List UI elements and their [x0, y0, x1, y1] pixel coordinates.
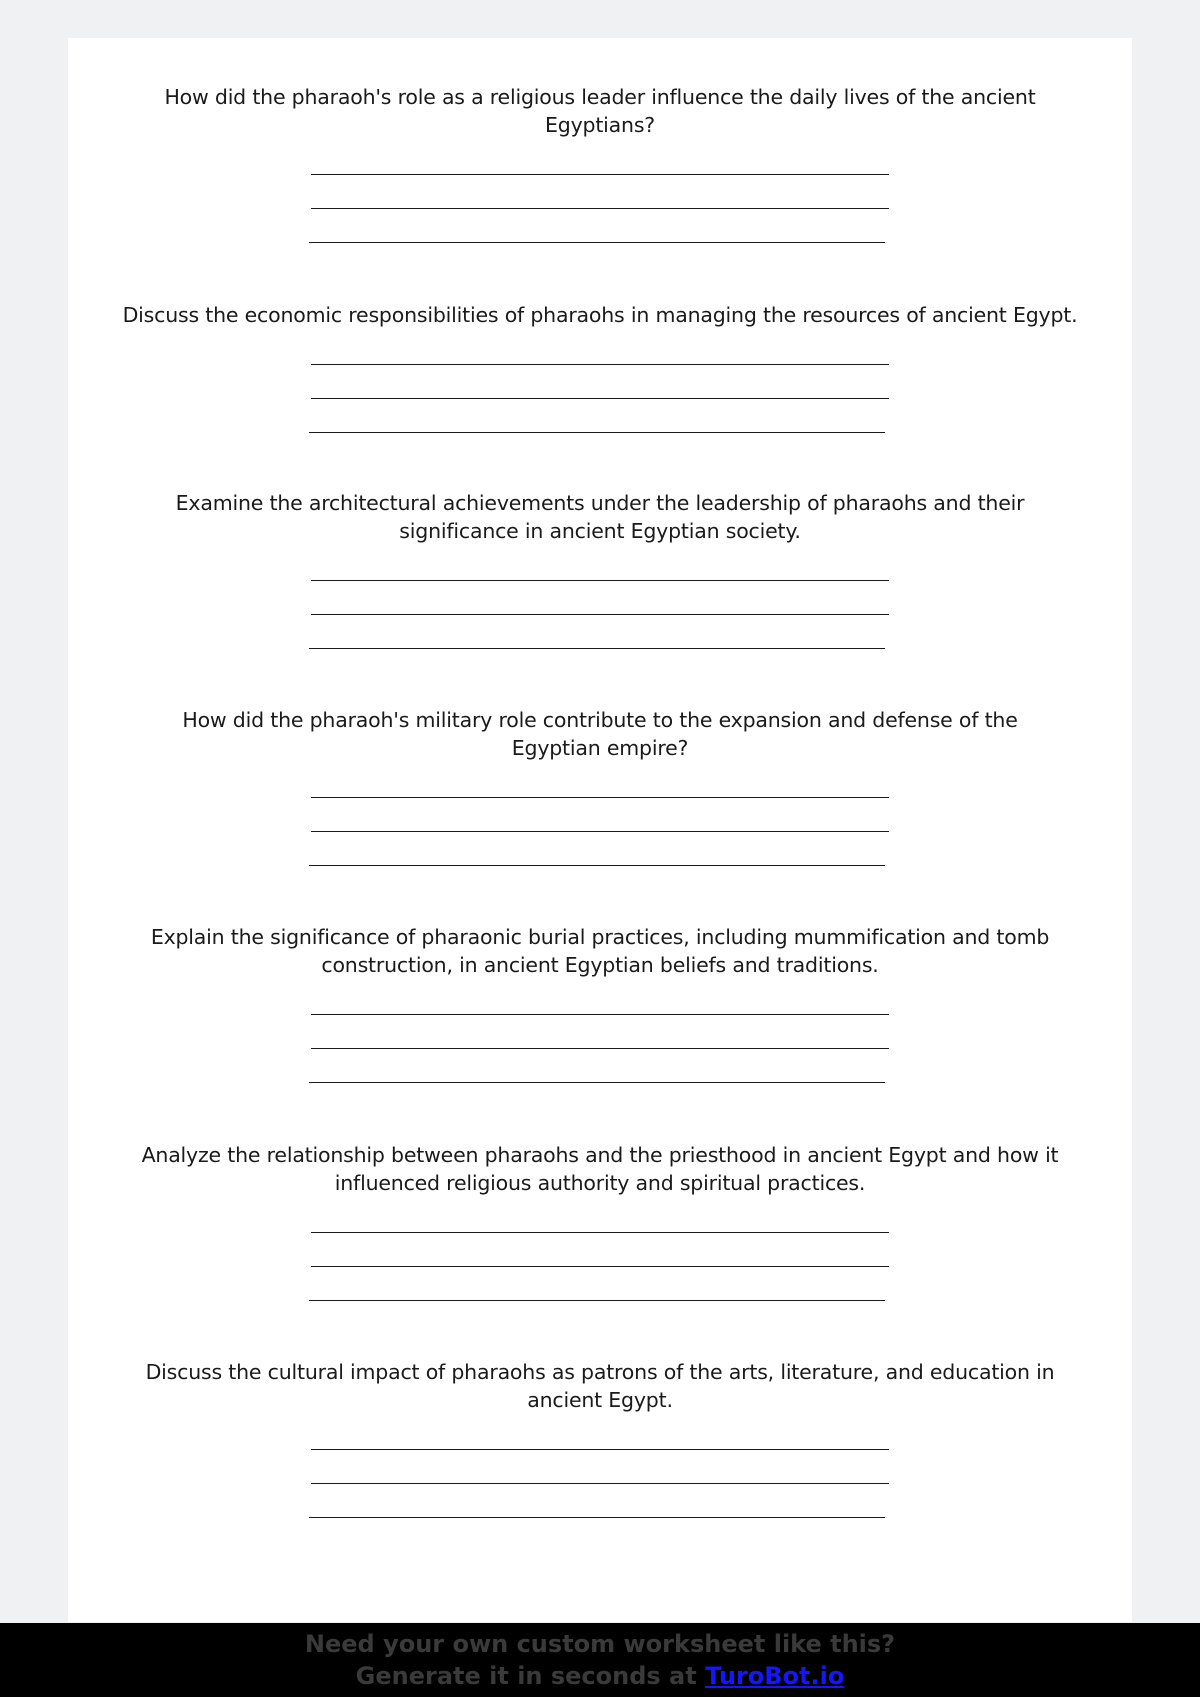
- answer-lines: [68, 1416, 1132, 1518]
- question-block: [68, 1358, 1132, 1518]
- answer-line[interactable]: [311, 1450, 889, 1484]
- question-text: How did the pharaoh's military role contribute to the expansion and defense of the Egyptian empire?: [182, 708, 1018, 760]
- answer-line[interactable]: [311, 798, 889, 832]
- question-block: [68, 83, 1132, 243]
- answer-line[interactable]: [309, 1049, 885, 1083]
- answer-lines: [68, 547, 1132, 649]
- question-text: Examine the architectural achievements under the leadership of pharaohs and their significance in ancient Egyptian society.: [175, 491, 1025, 543]
- answer-line[interactable]: [311, 141, 889, 175]
- answer-line[interactable]: [311, 1233, 889, 1267]
- question-block: [68, 1141, 1132, 1301]
- answer-line[interactable]: [311, 981, 889, 1015]
- answer-line[interactable]: [309, 832, 885, 866]
- answer-line[interactable]: [309, 209, 885, 243]
- answer-lines: [68, 141, 1132, 243]
- question-block: [68, 489, 1132, 649]
- answer-lines: [68, 764, 1132, 866]
- footer-subline: [0, 1660, 1200, 1692]
- answer-line[interactable]: [311, 331, 889, 365]
- answer-line[interactable]: [311, 581, 889, 615]
- answer-line[interactable]: [309, 1484, 885, 1518]
- answer-lines: [68, 331, 1132, 433]
- question-text: Discuss the cultural impact of pharaohs as patrons of the arts, literature, and education in ancient Egypt.: [145, 1360, 1055, 1412]
- answer-line[interactable]: [311, 365, 889, 399]
- answer-line[interactable]: [311, 764, 889, 798]
- question-text: Analyze the relationship between pharaohs and the priesthood in ancient Egypt and how it influenced religious authority and spiritual practices.: [141, 1143, 1059, 1195]
- answer-line[interactable]: [311, 547, 889, 581]
- worksheet-page: [68, 38, 1132, 1622]
- answer-lines: [68, 981, 1132, 1083]
- question-block: [68, 301, 1132, 433]
- answer-line[interactable]: [311, 175, 889, 209]
- question-block: [68, 706, 1132, 866]
- footer-headline: Need your own custom worksheet like this?: [304, 1630, 896, 1658]
- answer-line[interactable]: [311, 1416, 889, 1450]
- answer-line[interactable]: [309, 615, 885, 649]
- answer-lines: [68, 1199, 1132, 1301]
- question-block: [68, 923, 1132, 1083]
- answer-line[interactable]: [309, 1267, 885, 1301]
- footer-subline-text: Generate it in seconds at: [355, 1662, 706, 1690]
- answer-line[interactable]: [309, 399, 885, 433]
- question-text: How did the pharaoh's role as a religious leader influence the daily lives of the ancient Egyptians?: [164, 85, 1036, 137]
- answer-line[interactable]: [311, 1199, 889, 1233]
- question-text: Discuss the economic responsibilities of pharaohs in managing the resources of ancient Egypt.: [122, 303, 1078, 327]
- turobot-link[interactable]: TuroBot.io: [705, 1662, 845, 1690]
- promo-footer: [0, 1623, 1200, 1697]
- answer-line[interactable]: [311, 1015, 889, 1049]
- question-text: Explain the significance of pharaonic burial practices, including mummification and tomb construction, in ancient Egyptian beliefs and traditions.: [150, 925, 1050, 977]
